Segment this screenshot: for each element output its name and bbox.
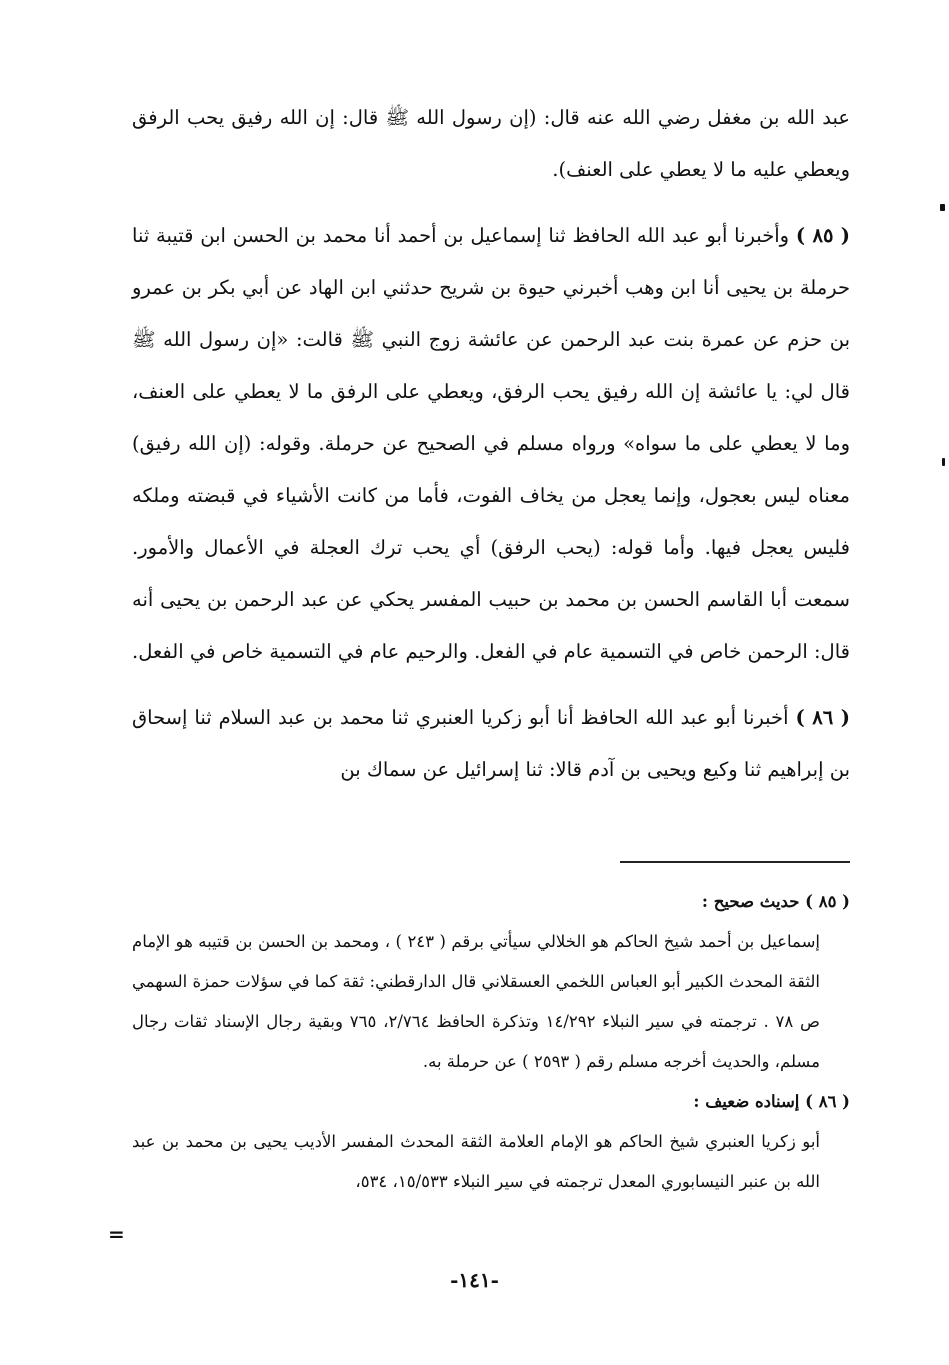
hadith-number-86: ( ٨٦ ) bbox=[795, 706, 851, 729]
continuation-mark: = bbox=[108, 1222, 125, 1246]
footnote-86-heading: ( ٨٦ ) إسناده ضعيف : bbox=[693, 1092, 850, 1111]
hadith-number-85: ( ٨٥ ) bbox=[795, 224, 851, 247]
scan-speck bbox=[942, 458, 945, 466]
footnote-85-body: إسماعيل بن أحمد شيخ الحاكم هو الخلالي سيأتي برقم ( ٢٤٣ ) ، ومحمد بن الحسن بن قتيبه هو الإمام الثقة المحدث الكبير أبو العباس اللخمي العسقلاني قال الدارقطني: ثقة كما في سؤلات حمزة السهمي ص ٧٨ . ترجمته في سير النبلاء ١٤/٢٩٢ وتذكرة الحافظ ٢/٧٦٤، ٧٦٥ وبقية رجال الإسناد ثقات رجال مسلم، والحديث أخرجه مسلم رقم ( ٢٥٩٣ ) عن حرملة به. bbox=[132, 932, 820, 1071]
footnote-86-body: أبو زكريا العنبري شيخ الحاكم هو الإمام العلامة الثقة المحدث المفسر الأديب يحيى بن محمد بن عبد الله بن عنبر النيسابوري المعدل ترجمته في سير النبلاء ١٥/٥٣٣، ٥٣٤، bbox=[132, 1132, 820, 1191]
hadith-86-text: أخبرنا أبو عبد الله الحافظ أنا أبو زكريا العنبري ثنا محمد بن عبد السلام ثنا إسحاق بن إبراهيم ثنا وكيع ويحيى بن آدم قالا: ثنا إسرائيل عن سماك بن bbox=[132, 706, 850, 781]
hadith-85-text: وأخبرنا أبو عبد الله الحافظ ثنا إسماعيل بن أحمد أنا محمد بن الحسن ابن قتيبة ثنا حرملة بن يحيى أنا ابن وهب أخبرني حيوة بن شريح حدثني ابن الهاد عن أبي بكر بن عمرو بن حزم عن عمرة بنت عبد الرحمن عن عائشة زوج النبي ﷺ قالت: «إن رسول الله ﷺ قال لي: يا عائشة إن الله رفيق يحب الرفق، ويعطي على الرفق ما لا يعطي على العنف، وما لا يعطي على ما سواه» ورواه مسلم في الصحيح عن حرملة. وقوله: (إن الله رفيق) معناه ليس بعجول، وإنما يعجل من يخاف الفوت، فأما من كانت الأشياء في قبضته وملكه فليس يعجل فيها. وأما قوله: (يحب الرفق) أي يحب ترك العجلة في الأعمال والأمور. سمعت أبا القاسم الحسن بن محمد بن حبيب المفسر يحكي عن عبد الرحمن بن يحيى أنه قال: الرحمن خاص في التسمية عام في الفعل. والرحيم عام في التسمية خاص في الفعل. bbox=[132, 224, 850, 663]
paragraph-hadith-86 bbox=[132, 692, 850, 796]
page-number: -١٤١- bbox=[450, 1268, 499, 1292]
footnote-separator bbox=[620, 861, 850, 863]
main-text bbox=[132, 92, 850, 796]
scan-speck bbox=[940, 204, 945, 211]
footnote-85-heading: ( ٨٥ ) حديث صحيح : bbox=[701, 892, 850, 911]
paragraph-hadith-84-end: عبد الله بن مغفل رضي الله عنه قال: (إن رسول الله ﷺ قال: إن الله رفيق يحب الرفق ويعطي عليه ما لا يعطي على العنف). bbox=[132, 106, 850, 181]
paragraph-hadith-85 bbox=[132, 210, 850, 678]
footnotes bbox=[132, 882, 850, 1202]
